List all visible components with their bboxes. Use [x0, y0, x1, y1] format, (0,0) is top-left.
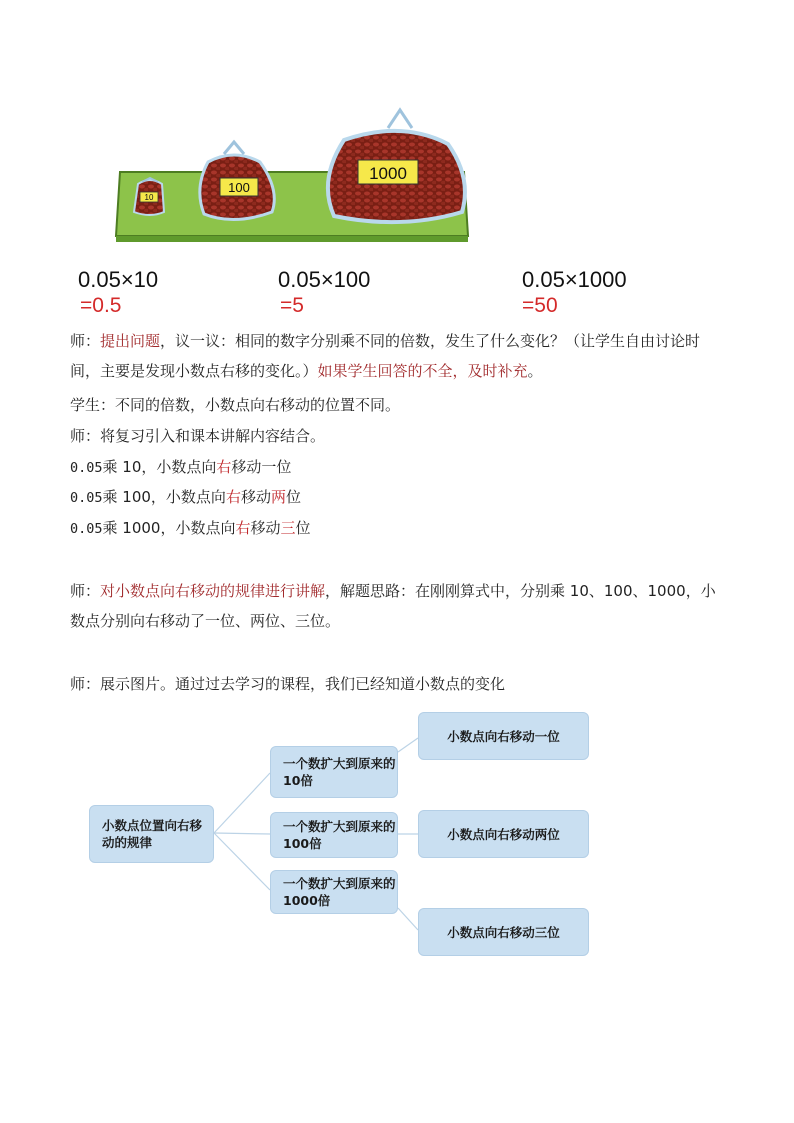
speaker-label: 师： [70, 332, 101, 350]
student-answer: 学生：不同的倍数，小数点向右移动的位置不同。 [70, 396, 401, 414]
emphasis-supplement: 如果学生回答的不全，及时补充 [317, 362, 528, 380]
teacher-combine: 师：将复习引入和课本讲解内容结合。 [70, 427, 326, 445]
result-1: =0.5 [80, 294, 122, 317]
small-bag [134, 178, 164, 215]
teacher-question-paragraph [70, 326, 730, 386]
teacher-show-picture: 师：展示图片。通过过去学习的课程，我们已经知道小数点的变化 [70, 675, 506, 693]
diagram-root: 小数点位置向右移动的规律 [89, 805, 214, 863]
rule-line-2: 0.05乘 100，小数点向右移动两位 [70, 488, 301, 506]
bean-bags-illustration [112, 100, 474, 250]
diagram-right-three: 小数点向右移动三位 [418, 908, 589, 956]
result-3: =50 [522, 294, 558, 317]
question-text: ，议一议：相同的数字分别乘不同的倍数，发生了什么变化？（让学生自由讨论时间，主要是发现小数点右移的变化。） [70, 332, 701, 380]
result-2: =5 [280, 294, 304, 317]
medium-bag-label: 100 [228, 180, 250, 195]
diagram-right-two: 小数点向右移动两位 [418, 810, 589, 858]
small-bag-label: 10 [144, 193, 154, 202]
expression-1: 0.05×10 [78, 267, 159, 292]
expression-2: 0.05×100 [278, 267, 371, 292]
rule-line-1: 0.05乘 10，小数点向右移动一位 [70, 458, 292, 476]
emphasis-raise-question: 提出问题 [100, 332, 161, 350]
diagram-mid-100: 一个数扩大到原来的100倍 [270, 812, 398, 858]
diagram-right-one: 小数点向右移动一位 [418, 712, 589, 760]
paragraph-end: 。 [527, 362, 543, 380]
teacher-explain-paragraph: 师：对小数点向右移动的规律进行讲解，解题思路：在刚刚算式中，分别乘 10、100、1000，小数点分别向右移动了一位、两位、三位。 [70, 582, 716, 630]
rule-line-3: 0.05乘 1000，小数点向右移动三位 [70, 519, 311, 537]
large-bag-label: 1000 [369, 164, 407, 183]
expression-3: 0.05×1000 [522, 267, 627, 292]
emphasis-explain-rule: 对小数点向右移动的规律进行讲解 [100, 582, 326, 600]
medium-bag [200, 142, 274, 220]
diagram-mid-10: 一个数扩大到原来的10倍 [270, 746, 398, 798]
large-bag [328, 110, 465, 222]
diagram-mid-1000: 一个数扩大到原来的1000倍 [270, 870, 398, 914]
